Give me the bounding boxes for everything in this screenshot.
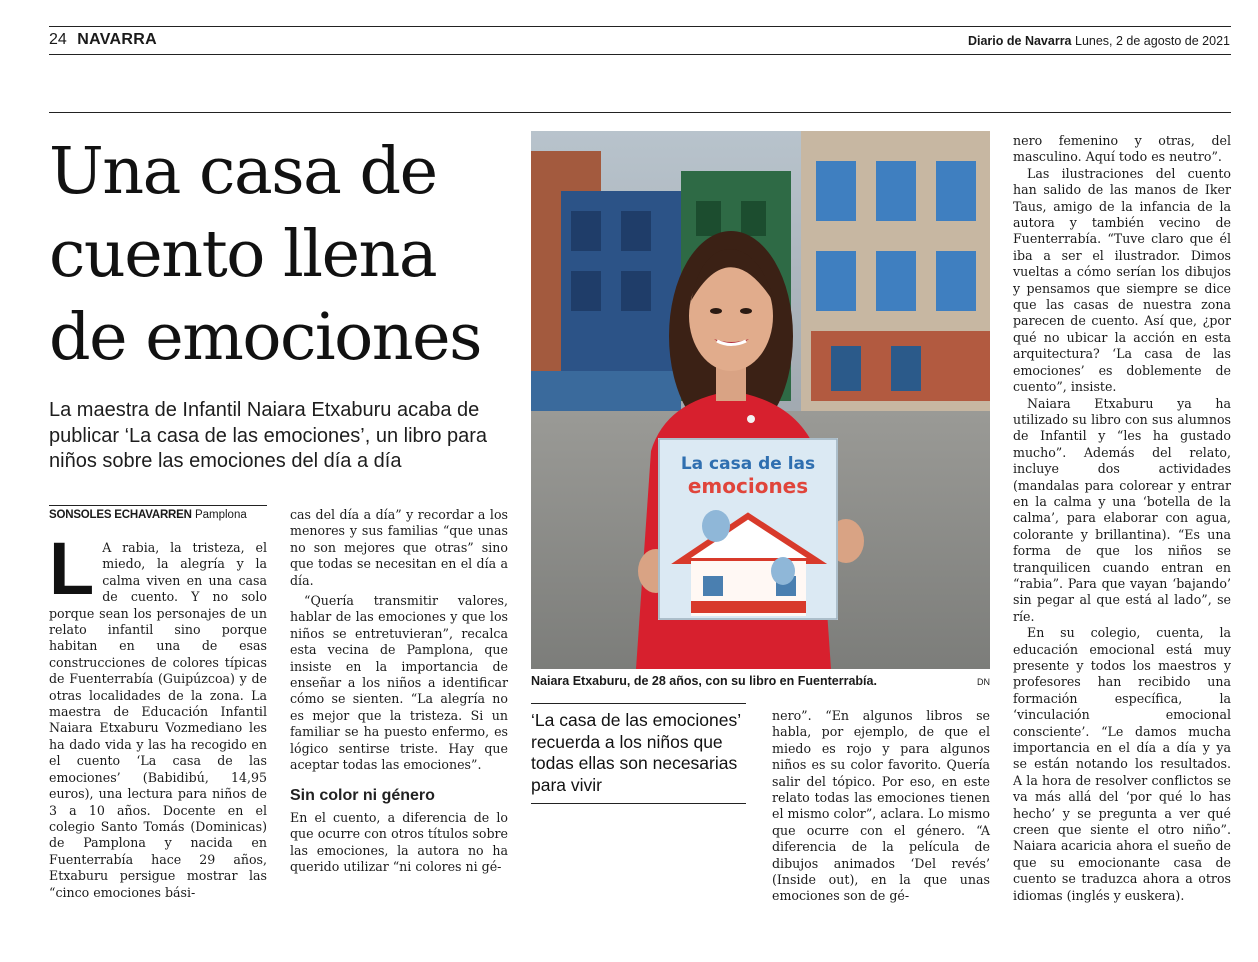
drop-cap: L [49, 527, 95, 610]
article-photo [531, 131, 990, 669]
pull-quote: ‘La casa de las emociones’ recuerda a los niños que todas ellas son necesarias para vivir [531, 710, 741, 795]
page-header-right [968, 34, 1230, 48]
body-paragraph: En su colegio, cuenta, la educación emocional está muy presente y todos los maestros y profesores han recibido una formación específica, la ‘vinculación emocional consciente’. “Le damos mucha importancia en el día a día y ya se están notando los resultados. A la hora de resolver conflictos se va más allá del ‘por qué lo has hecho’ y se pregunta a ver qué creen que siente el otro niño”. Naiara acaricia ahora el sueño de que su emocionante casa de cuento se traduzca ahora a otros idiomas (inglés y euskera). [1013, 625, 1231, 903]
headline-line-2: cuento llena [49, 217, 437, 292]
page-number: 24 [49, 31, 67, 48]
issue-date: Lunes, 2 de agosto de 2021 [1075, 34, 1230, 48]
page-header-left [49, 31, 157, 49]
book-cover-title-line-1: La casa de las [680, 454, 816, 474]
body-column-4 [1013, 133, 1231, 904]
body-column-2 [290, 507, 508, 876]
body-paragraph: “Quería transmitir valores, hablar de las emociones y que los niños se entretuvieran”, recalca esta vecina de Pamplona, que insiste en la importancia de enseñar a los niños a identificar cómo se sienten. “La alegría no es mejor que la tristeza. Si un familiar se ha puesto enfermo, es lógico sentirse triste. Hay que aceptar todas las emociones”. [290, 593, 508, 773]
body-paragraph: nero femenino y otras, del masculino. Aquí todo es neutro”. [1013, 133, 1231, 165]
section-subtitle: Sin color ni género [290, 786, 435, 804]
author-name: SONSOLES ECHAVARREN [49, 509, 192, 521]
photo-illustration [531, 131, 990, 669]
caption-text: Naiara Etxaburu, de 28 años, con su libro en Fuenterrabía. [531, 674, 877, 688]
byline-rule [49, 505, 267, 506]
subheadline: La maestra de Infantil Naiara Etxaburu acaba de publicar ‘La casa de las emociones’, un libro para niños sobre las emociones del día a día [49, 399, 488, 472]
body-paragraph: cas del día a día” y recordar a los menores y sus familias “que unas no son mejores que otras” sino que todas se necesitan en el día a día. [290, 507, 508, 588]
body-column-1 [49, 527, 267, 901]
pull-quote-top-rule [531, 703, 746, 704]
byline [49, 509, 267, 521]
body-paragraph: nero”. “En algunos libros se habla, por ejemplo, de que el miedo es rojo y para algunos niños es su color favorito. Quería salir del tópico. Por eso, en este relato todas las emociones tienen el mismo color”, aclara. Lo mismo que ocurre con el género. “A diferencia de la película de dibujos animados ‘Del revés’ (Inside out), en la que unas emociones son de gé- [772, 708, 990, 904]
photo-caption [531, 674, 990, 688]
top-rule [49, 26, 1231, 27]
header-rule [49, 54, 1231, 55]
body-column-3 [772, 708, 990, 905]
headline [49, 130, 519, 379]
headline-line-3: de emociones [49, 300, 481, 375]
book-cover-title-line-2: emociones [687, 474, 809, 498]
section-name: NAVARRA [77, 31, 157, 48]
body-paragraph: A rabia, la tristeza, el miedo, la alegría y la calma viven en una casa de cuento. Y no solo porque sean los personajes de un relato infantil sino porque habitan en una de esas construcciones de colores típicas de Fuenterrabía (Guipúzcoa) y de otras localidades de la zona. La maestra de Educación Infantil Naiara Etxaburu Vozmediano les ha dado vida y las ha recogido en el cuento ‘La casa de las emociones’ (Babidibú, 14,95 euros), una lectura para niños de 3 a 10 años. Docente en el colegio Santo Tomás (Dominicas) de Pamplona y nacida en Fuenterrabía hace 29 años, Etxaburu persigue mostrar las “cinco emociones bási- [49, 540, 267, 900]
body-paragraph: En el cuento, a diferencia de lo que ocurre con otros títulos sobre las emociones, la autora no ha querido utilizar “ni colores ni gé- [290, 809, 508, 875]
section-rule [49, 112, 1231, 113]
headline-line-1: Una casa de [49, 134, 437, 209]
pull-quote-bottom-rule [531, 803, 746, 804]
body-paragraph: Naiara Etxaburu ya ha utilizado su libro con sus alumnos de Infantil y “les ha gustado mucho”. Además del relato, incluye dos actividades (mandalas para colorear y entrar en la calma y una ‘botella de la calma’, para elaborar con agua, colorante y brillantina). “Es una forma de que los niños se tranquilicen cuando entran en “rabia”. Para que vayan ‘bajando’ sin pegar al que está al lado”, se ríe. [1013, 395, 1231, 624]
newspaper-name: Diario de Navarra [967, 34, 1072, 48]
photo-credit: DN [977, 677, 990, 687]
dateline: Pamplona [194, 509, 247, 521]
body-paragraph: Las ilustraciones del cuento han salido de las manos de Iker Taus, amigo de la infancia de la autora y también vecino de Fuenterrabía. “Tuve claro que él iba a ser el ilustrador. Dimos vueltas a cómo serían los dibujos y pensamos que siempre se dice que las casas de nuestra zona parecen de cuento. Así que, ¿por qué no ubicar la acción en esta arquitectura? ‘La casa de las emociones’ es doblemente de cuento”, insiste. [1013, 165, 1231, 395]
